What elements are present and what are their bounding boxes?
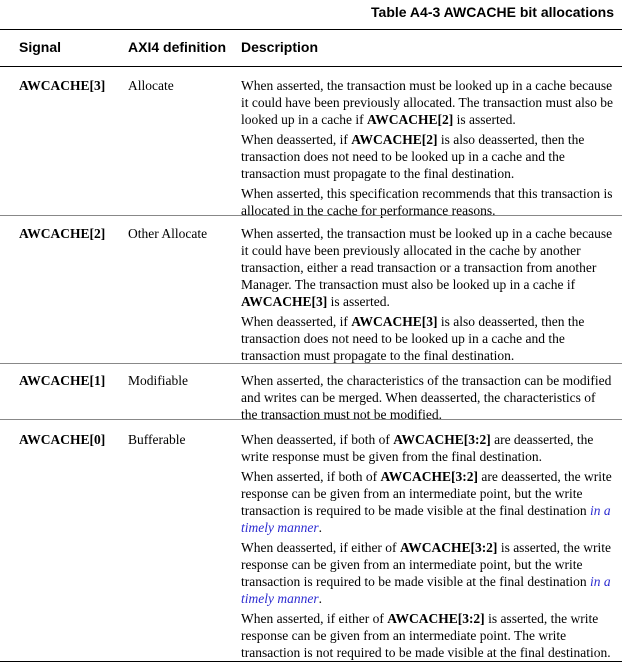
axi4-cell: Modifiable xyxy=(128,373,188,388)
table-bottom-rule xyxy=(0,661,622,662)
description-paragraph xyxy=(241,77,613,128)
description-text: . xyxy=(318,520,322,535)
description-text: When deasserted, if either of xyxy=(241,540,400,555)
description-cell xyxy=(241,225,613,367)
description-text: When deasserted, if both of xyxy=(241,432,394,447)
row-divider xyxy=(0,363,622,364)
description-text: When asserted, the transaction must be looked up in a cache because it could have been previously allocated. The transaction must also be looked up in a cache if xyxy=(241,78,614,127)
description-cell xyxy=(241,77,613,222)
description-paragraph xyxy=(241,313,613,364)
description-text: . xyxy=(318,591,322,606)
description-text: When asserted, if both of xyxy=(241,469,381,484)
signal-reference: AWCACHE[3:2] xyxy=(387,611,485,626)
header-axi4-definition: AXI4 definition xyxy=(128,39,226,55)
row-divider xyxy=(0,215,622,216)
description-paragraph xyxy=(241,468,613,536)
description-paragraph xyxy=(241,185,613,219)
signal-cell: AWCACHE[3] xyxy=(19,78,106,93)
description-cell xyxy=(241,372,613,426)
signal-cell: AWCACHE[0] xyxy=(19,432,106,447)
signal-reference: AWCACHE[2] xyxy=(351,132,438,147)
description-text: When deasserted, if xyxy=(241,314,352,329)
description-text: When asserted, the transaction must be looked up in a cache because it could have been previously allocated in the cache by another transaction, either a read transaction or a transaction from another Manager. The transaction must also be looked up in a cache if xyxy=(241,226,613,292)
table-caption: Table A4-3 AWCACHE bit allocations xyxy=(371,4,614,20)
description-text: is asserted, the write response can be given from an intermediate point. The write transaction is not required to be made visible at the final destination. xyxy=(241,611,611,660)
description-paragraph xyxy=(241,372,613,423)
axi4-cell: Other Allocate xyxy=(128,226,208,241)
signal-reference: AWCACHE[3] xyxy=(351,314,438,329)
description-text: is asserted. xyxy=(327,294,390,309)
axi4-cell: Allocate xyxy=(128,78,174,93)
axi4-cell: Bufferable xyxy=(128,432,186,447)
row-divider xyxy=(0,419,622,420)
signal-cell: AWCACHE[2] xyxy=(19,226,106,241)
description-paragraph xyxy=(241,131,613,182)
description-text: is also deasserted, then the transaction does not need to be looked up in a cache and the transaction must propagate to the final destination. xyxy=(241,314,585,363)
signal-reference: AWCACHE[3:2] xyxy=(393,432,491,447)
description-paragraph xyxy=(241,431,613,465)
description-text: When asserted, if either of xyxy=(241,611,388,626)
signal-reference: AWCACHE[3] xyxy=(241,294,328,309)
description-text: When asserted, this specification recommends that this transaction is allocated in the cache for performance reasons. xyxy=(241,186,613,218)
table-top-rule xyxy=(0,29,622,30)
signal-reference: AWCACHE[2] xyxy=(366,112,454,127)
header-description: Description xyxy=(241,39,319,55)
description-text: is also deasserted, then the transaction does not need to be looked up in a cache and the transaction must propagate to the final destination. xyxy=(241,132,585,181)
description-text: When deasserted, if xyxy=(241,132,352,147)
description-cell xyxy=(241,431,613,664)
description-paragraph xyxy=(241,610,613,661)
description-text: is asserted, the write response can be given from an intermediate point, but the write transaction is required to be made visible at the final destination xyxy=(241,540,612,589)
header-rule xyxy=(0,66,622,67)
header-signal: Signal xyxy=(19,39,62,55)
signal-reference: AWCACHE[3:2] xyxy=(380,469,478,484)
description-text: are deasserted, the write response must be given from the final destination. xyxy=(241,432,594,464)
description-paragraph xyxy=(241,539,613,607)
description-text: When asserted, the characteristics of the transaction can be modified and writes can be merged. When deasserted, the characteristics of the transaction must not be modified. xyxy=(241,373,612,422)
description-text: are deasserted, the write response can be given from an intermediate point, but the write transaction is required to be made visible at the final destination xyxy=(241,469,612,518)
description-paragraph xyxy=(241,225,613,310)
description-text: is asserted. xyxy=(453,112,516,127)
signal-reference: AWCACHE[3:2] xyxy=(399,540,498,555)
signal-cell: AWCACHE[1] xyxy=(19,373,106,388)
glossary-link[interactable]: in a timely manner xyxy=(241,574,611,606)
glossary-link[interactable]: in a timely manner xyxy=(241,503,611,535)
